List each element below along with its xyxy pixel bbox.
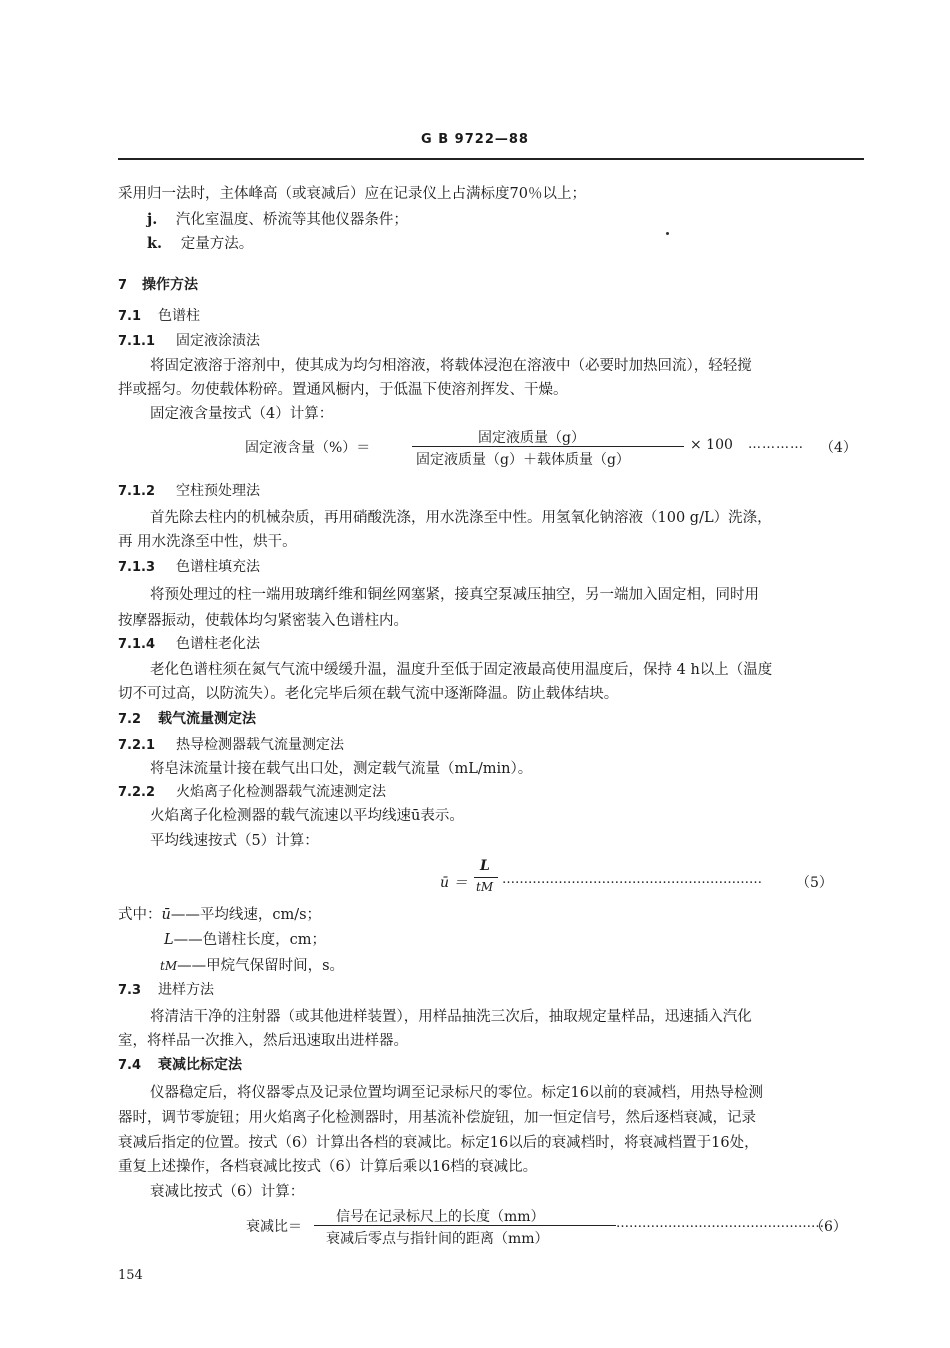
item-k-label: k. bbox=[147, 235, 163, 252]
list-item-k bbox=[147, 234, 253, 254]
paragraph: 将预处理过的柱一端用玻璃纤维和铜丝网塞紧，接真空泵减压抽空，另一端加入固定相，同时用 bbox=[150, 587, 759, 603]
paragraph: 老化色谱柱须在氮气气流中缓缓升温，温度升至低于固定液最高使用温度后，保持 4 h以上（温度 bbox=[150, 662, 773, 678]
paragraph: 重复上述操作，各档衰减比按式（6）计算后乘以16档的衰减比。 bbox=[118, 1159, 538, 1175]
section-7-2-heading: 7.2 载气流量测定法 bbox=[118, 711, 256, 727]
paragraph: 衰减后指定的位置。按式（6）计算出各档的衰减比。标定16以后的衰减档时，将衰减档置于16处， bbox=[118, 1135, 759, 1151]
section-7-heading: 7 操作方法 bbox=[118, 277, 198, 293]
paragraph: 器时，调节零旋钮；用火焰离子化检测器时，用基流补偿旋钮，加一恒定信号，然后逐档衰减，记录 bbox=[118, 1110, 756, 1126]
header-rule bbox=[118, 158, 864, 160]
paragraph: 首先除去柱内的机械杂质，再用硝酸洗涤，用水洗涤至中性。用氢氧化钠溶液（100 g/L）洗涤， bbox=[150, 510, 772, 526]
eq5-numerator: L bbox=[480, 858, 490, 874]
eq5-denominator: tM bbox=[476, 880, 494, 894]
section-7-2-2-heading: 7.2.2 火焰离子化检测器载气流速测定法 bbox=[118, 784, 386, 800]
eq6-numerator: 信号在记录标尺上的长度（mm） bbox=[336, 1209, 545, 1225]
where-line-t: tM——甲烷气保留时间，s。 bbox=[160, 958, 345, 974]
item-j-label: j. bbox=[147, 211, 158, 228]
intro-line: 采用归一法时，主体峰高（或衰减后）应在记录仪上占满标度70％以上； bbox=[118, 186, 586, 202]
standard-header: G B 9722—88 bbox=[421, 132, 529, 147]
section-7-1-2-heading: 7.1.2 空柱预处理法 bbox=[118, 483, 260, 499]
section-7-4-heading: 7.4 衰减比标定法 bbox=[118, 1057, 242, 1073]
paragraph: 拌或摇匀。勿使载体粉碎。置通风橱内，于低温下使溶剂挥发、干燥。 bbox=[118, 382, 568, 398]
section-7-2-1-heading: 7.2.1 热导检测器载气流量测定法 bbox=[118, 737, 344, 753]
eq6-leader-dots: ………………………………………… bbox=[616, 1216, 824, 1231]
item-j-text: 汽化室温度、桥流等其他仪器条件； bbox=[175, 212, 408, 228]
item-k-text: 定量方法。 bbox=[180, 236, 254, 252]
section-7-1-heading: 7.1 色谱柱 bbox=[118, 308, 200, 324]
eq4-numerator: 固定液质量（g） bbox=[478, 430, 585, 446]
paragraph: 室，将样品一次推入，然后迅速取出进样器。 bbox=[118, 1033, 408, 1049]
paragraph: 切不可过高，以防流失）。老化完毕后须在载气流中逐渐降温。防止载体结块。 bbox=[118, 686, 619, 702]
paragraph: 再 用水洗涤至中性，烘干。 bbox=[118, 534, 297, 550]
section-7-3-heading: 7.3 进样方法 bbox=[118, 982, 214, 998]
eq4-lhs: 固定液含量（%）＝ bbox=[245, 440, 371, 456]
section-7-1-3-heading: 7.1.3 色谱柱填充法 bbox=[118, 559, 260, 575]
list-item-j bbox=[147, 210, 408, 230]
eq6-denominator: 衰减后零点与指针间的距离（mm） bbox=[326, 1231, 549, 1247]
eq4-multiplier: × 100 bbox=[690, 437, 733, 453]
eq6-lhs: 衰减比＝ bbox=[246, 1219, 302, 1235]
paragraph: 仪器稳定后，将仪器零点及记录位置均调至记录标尺的零位。标定16以前的衰减档，用热导检测 bbox=[150, 1085, 763, 1101]
eq6-tag: （6） bbox=[810, 1219, 847, 1235]
eq5-lhs: ū ＝ bbox=[440, 875, 468, 891]
paragraph: 将皂沫流量计接在载气出口处，测定载气流量（mL/min）。 bbox=[150, 761, 533, 777]
where-line-u: 式中：ū——平均线速，cm/s； bbox=[118, 907, 322, 923]
eq5-fraction-bar bbox=[474, 877, 498, 878]
paragraph: 衰减比按式（6）计算： bbox=[150, 1184, 305, 1200]
scan-speck bbox=[666, 232, 669, 235]
eq4-tag: （4） bbox=[820, 440, 857, 456]
paragraph: 按摩器振动，使载体均匀紧密装入色谱柱内。 bbox=[118, 613, 408, 629]
eq6-fraction-bar bbox=[314, 1225, 616, 1226]
page-number: 154 bbox=[118, 1268, 143, 1283]
eq4-leader-dots: ………… bbox=[748, 437, 804, 452]
paragraph: 火焰离子化检测器的载气流速以平均线速ū表示。 bbox=[150, 808, 464, 824]
eq5-leader-dots: …………………………………………………… bbox=[502, 872, 762, 887]
paragraph: 固定液含量按式（4）计算： bbox=[150, 406, 334, 422]
section-7-1-4-heading: 7.1.4 色谱柱老化法 bbox=[118, 636, 260, 652]
paragraph: 将固定液溶于溶剂中，使其成为均匀相溶液，将载体浸泡在溶液中（必要时加热回流），轻轻搅 bbox=[150, 358, 752, 374]
paragraph: 将清洁干净的注射器（或其他进样装置），用样品抽洗三次后，抽取规定量样品，迅速插入汽化 bbox=[150, 1009, 752, 1025]
where-line-L: L——色谱柱长度，cm； bbox=[164, 932, 327, 948]
eq4-denominator: 固定液质量（g）＋载体质量（g） bbox=[416, 452, 630, 468]
eq5-tag: （5） bbox=[796, 875, 833, 891]
paragraph: 平均线速按式（5）计算： bbox=[150, 833, 319, 849]
section-7-1-1-heading: 7.1.1 固定液涂渍法 bbox=[118, 333, 260, 349]
eq4-fraction-bar bbox=[412, 446, 684, 447]
